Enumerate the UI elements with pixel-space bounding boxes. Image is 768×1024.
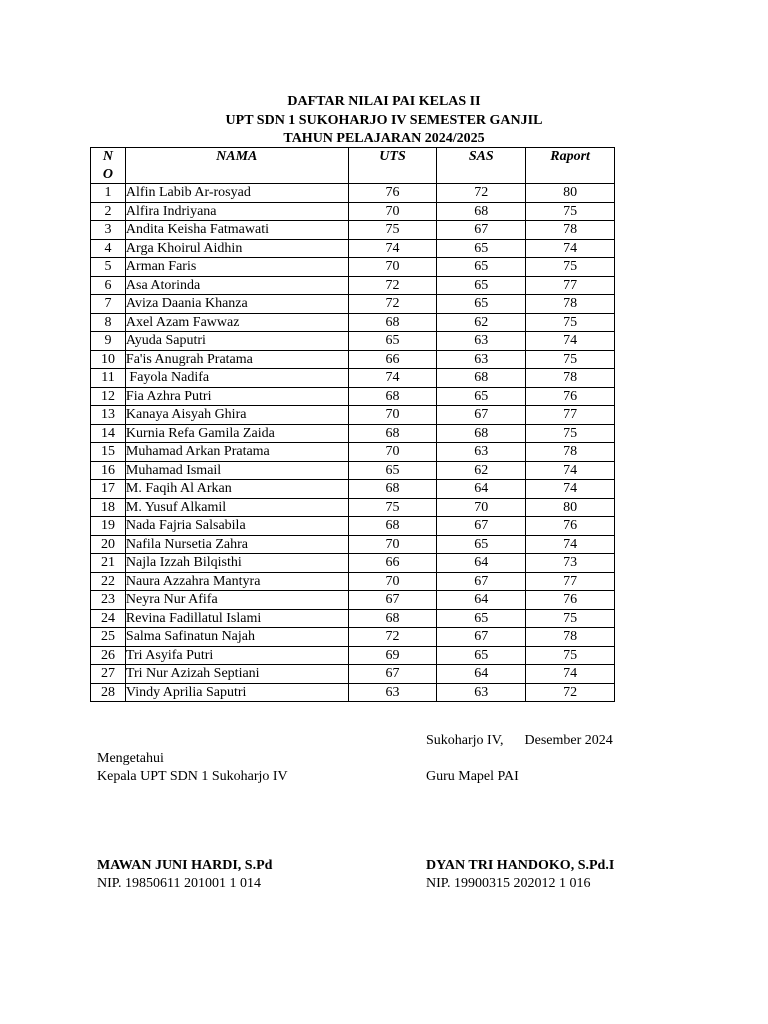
cell-sas: 63	[437, 332, 526, 351]
table-body	[91, 184, 615, 702]
cell-sas: 64	[437, 554, 526, 573]
cell-sas: 65	[437, 295, 526, 314]
teacher-title: Guru Mapel PAI	[426, 769, 519, 784]
cell-sas: 65	[437, 609, 526, 628]
cell-raport: 74	[526, 535, 615, 554]
cell-name: Neyra Nur Afifa	[125, 591, 348, 610]
cell-uts: 72	[348, 276, 437, 295]
cell-raport: 74	[526, 239, 615, 258]
header-no	[91, 148, 126, 184]
title-line-3: TAHUN PELAJARAN 2024/2025	[283, 131, 485, 146]
cell-uts: 66	[348, 350, 437, 369]
header-nama: NAMA	[125, 148, 348, 184]
cell-raport: 78	[526, 628, 615, 647]
cell-no: 16	[91, 461, 126, 480]
table-row	[91, 350, 615, 369]
header-raport: Raport	[526, 148, 615, 184]
cell-sas: 68	[437, 369, 526, 388]
cell-name: M. Yusuf Alkamil	[125, 498, 348, 517]
cell-raport: 78	[526, 443, 615, 462]
cell-uts: 68	[348, 313, 437, 332]
cell-no: 26	[91, 646, 126, 665]
cell-name: Alfira Indriyana	[125, 202, 348, 221]
cell-sas: 68	[437, 424, 526, 443]
cell-no: 11	[91, 369, 126, 388]
cell-sas: 65	[437, 276, 526, 295]
cell-no: 8	[91, 313, 126, 332]
cell-raport: 80	[526, 498, 615, 517]
cell-name: Aviza Daania Khanza	[125, 295, 348, 314]
cell-sas: 64	[437, 591, 526, 610]
cell-sas: 63	[437, 683, 526, 702]
cell-sas: 67	[437, 517, 526, 536]
cell-no: 13	[91, 406, 126, 425]
cell-sas: 65	[437, 258, 526, 277]
cell-sas: 64	[437, 665, 526, 684]
place-date: Sukoharjo IV, Desember 2024	[426, 733, 613, 748]
cell-no: 24	[91, 609, 126, 628]
cell-name: Fayola Nadifa	[125, 369, 348, 388]
table-row	[91, 239, 615, 258]
cell-raport: 77	[526, 276, 615, 295]
cell-uts: 70	[348, 406, 437, 425]
cell-sas: 63	[437, 350, 526, 369]
cell-name: Kanaya Aisyah Ghira	[125, 406, 348, 425]
header-sas: SAS	[437, 148, 526, 184]
table-row	[91, 295, 615, 314]
cell-raport: 76	[526, 517, 615, 536]
cell-raport: 74	[526, 480, 615, 499]
cell-no: 22	[91, 572, 126, 591]
table-row	[91, 609, 615, 628]
cell-raport: 74	[526, 332, 615, 351]
table-row	[91, 683, 615, 702]
cell-sas: 65	[437, 239, 526, 258]
cell-raport: 76	[526, 591, 615, 610]
table-row	[91, 406, 615, 425]
cell-raport: 75	[526, 646, 615, 665]
cell-uts: 68	[348, 424, 437, 443]
table-row	[91, 572, 615, 591]
cell-no: 14	[91, 424, 126, 443]
cell-sas: 63	[437, 443, 526, 462]
cell-name: Fia Azhra Putri	[125, 387, 348, 406]
cell-no: 9	[91, 332, 126, 351]
table-row	[91, 554, 615, 573]
cell-sas: 72	[437, 184, 526, 203]
cell-raport: 78	[526, 295, 615, 314]
table-row	[91, 665, 615, 684]
cell-sas: 68	[437, 202, 526, 221]
cell-uts: 75	[348, 498, 437, 517]
cell-no: 23	[91, 591, 126, 610]
cell-raport: 75	[526, 258, 615, 277]
table-row	[91, 461, 615, 480]
cell-sas: 64	[437, 480, 526, 499]
cell-raport: 78	[526, 369, 615, 388]
table-row	[91, 443, 615, 462]
cell-uts: 65	[348, 332, 437, 351]
cell-name: Muhamad Ismail	[125, 461, 348, 480]
cell-uts: 72	[348, 295, 437, 314]
header-uts: UTS	[348, 148, 437, 184]
cell-raport: 74	[526, 665, 615, 684]
cell-no: 7	[91, 295, 126, 314]
acknowledged-label: Mengetahui	[97, 751, 164, 766]
cell-no: 3	[91, 221, 126, 240]
cell-uts: 68	[348, 387, 437, 406]
cell-name: Naura Azzahra Mantyra	[125, 572, 348, 591]
cell-no: 4	[91, 239, 126, 258]
title-line-1: DAFTAR NILAI PAI KELAS II	[287, 94, 481, 109]
cell-uts: 74	[348, 369, 437, 388]
cell-uts: 72	[348, 628, 437, 647]
cell-raport: 75	[526, 202, 615, 221]
table-row	[91, 313, 615, 332]
table-row	[91, 202, 615, 221]
cell-sas: 67	[437, 572, 526, 591]
cell-uts: 70	[348, 443, 437, 462]
cell-uts: 70	[348, 202, 437, 221]
cell-name: Salma Safinatun Najah	[125, 628, 348, 647]
teacher-name: DYAN TRI HANDOKO, S.Pd.I	[426, 858, 615, 873]
table-row	[91, 332, 615, 351]
table-row	[91, 221, 615, 240]
cell-name: Nada Fajria Salsabila	[125, 517, 348, 536]
principal-nip: NIP. 19850611 201001 1 014	[97, 876, 261, 891]
cell-uts: 63	[348, 683, 437, 702]
cell-uts: 68	[348, 480, 437, 499]
cell-uts: 75	[348, 221, 437, 240]
cell-sas: 65	[437, 535, 526, 554]
cell-uts: 68	[348, 609, 437, 628]
cell-name: Kurnia Refa Gamila Zaida	[125, 424, 348, 443]
cell-name: Ayuda Saputri	[125, 332, 348, 351]
cell-name: Arman Faris	[125, 258, 348, 277]
cell-raport: 77	[526, 572, 615, 591]
cell-uts: 70	[348, 535, 437, 554]
cell-name: Najla Izzah Bilqisthi	[125, 554, 348, 573]
table-row	[91, 387, 615, 406]
cell-name: Revina Fadillatul Islami	[125, 609, 348, 628]
cell-raport: 80	[526, 184, 615, 203]
cell-no: 20	[91, 535, 126, 554]
cell-name: Fa'is Anugrah Pratama	[125, 350, 348, 369]
table-row	[91, 517, 615, 536]
cell-name: Arga Khoirul Aidhin	[125, 239, 348, 258]
cell-uts: 70	[348, 258, 437, 277]
cell-name: Andita Keisha Fatmawati	[125, 221, 348, 240]
cell-uts: 66	[348, 554, 437, 573]
table-row	[91, 498, 615, 517]
cell-no: 25	[91, 628, 126, 647]
cell-raport: 75	[526, 424, 615, 443]
title-line-2: UPT SDN 1 SUKOHARJO IV SEMESTER GANJIL	[225, 112, 543, 128]
cell-sas: 67	[437, 406, 526, 425]
cell-sas: 65	[437, 387, 526, 406]
cell-uts: 69	[348, 646, 437, 665]
cell-raport: 74	[526, 461, 615, 480]
cell-no: 17	[91, 480, 126, 499]
cell-no: 10	[91, 350, 126, 369]
cell-name: Muhamad Arkan Pratama	[125, 443, 348, 462]
cell-sas: 67	[437, 221, 526, 240]
cell-raport: 75	[526, 609, 615, 628]
table-row	[91, 628, 615, 647]
table-row	[91, 276, 615, 295]
cell-name: Axel Azam Fawwaz	[125, 313, 348, 332]
cell-name: Alfin Labib Ar-rosyad	[125, 184, 348, 203]
cell-uts: 67	[348, 665, 437, 684]
cell-name: Asa Atorinda	[125, 276, 348, 295]
document-title	[0, 93, 768, 149]
teacher-nip: NIP. 19900315 202012 1 016	[426, 876, 591, 891]
cell-uts: 70	[348, 572, 437, 591]
cell-no: 12	[91, 387, 126, 406]
cell-raport: 72	[526, 683, 615, 702]
table-row	[91, 424, 615, 443]
grades-table	[90, 147, 615, 702]
cell-sas: 65	[437, 646, 526, 665]
cell-no: 19	[91, 517, 126, 536]
table-row	[91, 369, 615, 388]
cell-raport: 76	[526, 387, 615, 406]
cell-uts: 67	[348, 591, 437, 610]
cell-sas: 67	[437, 628, 526, 647]
principal-name: MAWAN JUNI HARDI, S.Pd	[97, 858, 273, 873]
cell-no: 18	[91, 498, 126, 517]
header-no-line-2: O	[102, 166, 114, 182]
cell-uts: 65	[348, 461, 437, 480]
cell-no: 6	[91, 276, 126, 295]
table-row	[91, 535, 615, 554]
table-row	[91, 646, 615, 665]
cell-no: 5	[91, 258, 126, 277]
cell-no: 21	[91, 554, 126, 573]
cell-raport: 78	[526, 221, 615, 240]
table-row	[91, 184, 615, 203]
cell-no: 2	[91, 202, 126, 221]
cell-no: 1	[91, 184, 126, 203]
cell-sas: 62	[437, 313, 526, 332]
cell-name: Tri Nur Azizah Septiani	[125, 665, 348, 684]
cell-name: Tri Asyifa Putri	[125, 646, 348, 665]
principal-title: Kepala UPT SDN 1 Sukoharjo IV	[97, 769, 288, 784]
table-header-row	[91, 148, 615, 184]
cell-uts: 76	[348, 184, 437, 203]
cell-uts: 74	[348, 239, 437, 258]
table-row	[91, 480, 615, 499]
cell-no: 28	[91, 683, 126, 702]
cell-no: 27	[91, 665, 126, 684]
cell-sas: 70	[437, 498, 526, 517]
table-row	[91, 258, 615, 277]
cell-name: M. Faqih Al Arkan	[125, 480, 348, 499]
header-no-line-1: N	[102, 149, 114, 164]
cell-uts: 68	[348, 517, 437, 536]
cell-name: Vindy Aprilia Saputri	[125, 683, 348, 702]
cell-raport: 77	[526, 406, 615, 425]
cell-name: Nafila Nursetia Zahra	[125, 535, 348, 554]
cell-raport: 75	[526, 313, 615, 332]
cell-sas: 62	[437, 461, 526, 480]
cell-raport: 73	[526, 554, 615, 573]
cell-no: 15	[91, 443, 126, 462]
table-row	[91, 591, 615, 610]
cell-raport: 75	[526, 350, 615, 369]
